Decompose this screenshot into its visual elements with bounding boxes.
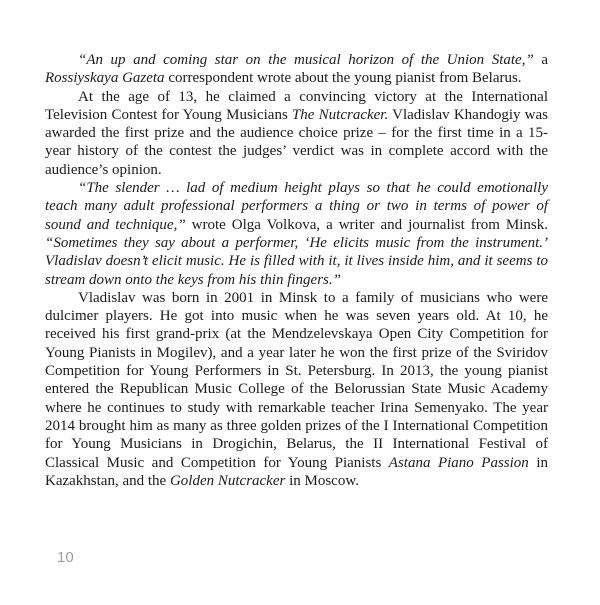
text-segment: “Sometimes they say about a performer, ‘He elicits music from the instrument.’ Vladislav doesn’t elicit music. He is filled with it, it lives inside him, and it seems to stream down onto the keys from his thin fingers.” xyxy=(45,234,548,288)
paragraph xyxy=(45,289,548,490)
text-segment: “The slender … lad of medium height plays so that he could emotionally teach many adult professional performers a thing or two in terms of power of sound and technique,” xyxy=(45,180,548,233)
text-segment: in Kazakhstan, and the xyxy=(45,454,548,489)
text-segment: At the age of 13, he claimed a convincing victory at the International Television Contest for Young Musicians xyxy=(45,88,548,123)
text-segment: wrote Olga Volkova, a writer and journalist from Minsk. xyxy=(185,216,548,233)
text-segment: correspondent wrote about the young pianist from Belarus. xyxy=(164,70,522,87)
text-segment: Astana Piano Passion xyxy=(388,454,529,471)
article-text xyxy=(45,51,548,490)
paragraph xyxy=(45,51,548,88)
paragraph xyxy=(45,179,548,289)
page-number: 10 xyxy=(57,549,74,566)
text-segment: in Moscow. xyxy=(285,472,359,489)
paragraph xyxy=(45,88,548,179)
text-segment: The Nutcracker. xyxy=(291,106,389,123)
text-segment: Vladislav was born in 2001 in Minsk to a family of musicians who were dulcimer players. He got into music when he was seven years old. At 10, he received his first grand-prix (at the Mendzelevskaya Open City Competition for Young Pianists in Mogilev), and a year later he won the first prize of the Sviridov Competition for Young Performers in St. Petersburg. In 2013, the young pianist entered the Republican Music College of the Belorussian State Music Academy where he continues to study with remarkable teacher Irina Semenyako. The year 2014 brought him as many as three golden prizes of the I International Competition for Young Musicians in Drogichin, Belarus, the II International Festival of Classical Music and Competition for Young Pianists xyxy=(45,289,548,471)
text-segment: a xyxy=(533,52,548,68)
text-segment: Vladislav Khandogiy was awarded the first prize and the audience choice prize – for the first time in a 15-year history of the contest the judges’ verdict was in complete accord with the audience’s opinion. xyxy=(45,106,548,178)
text-segment: “An up and coming star on the musical horizon of the Union State,” xyxy=(78,52,534,68)
text-segment: Rossiyskaya Gazeta xyxy=(45,70,165,87)
text-segment: Golden Nutcracker xyxy=(169,472,286,489)
